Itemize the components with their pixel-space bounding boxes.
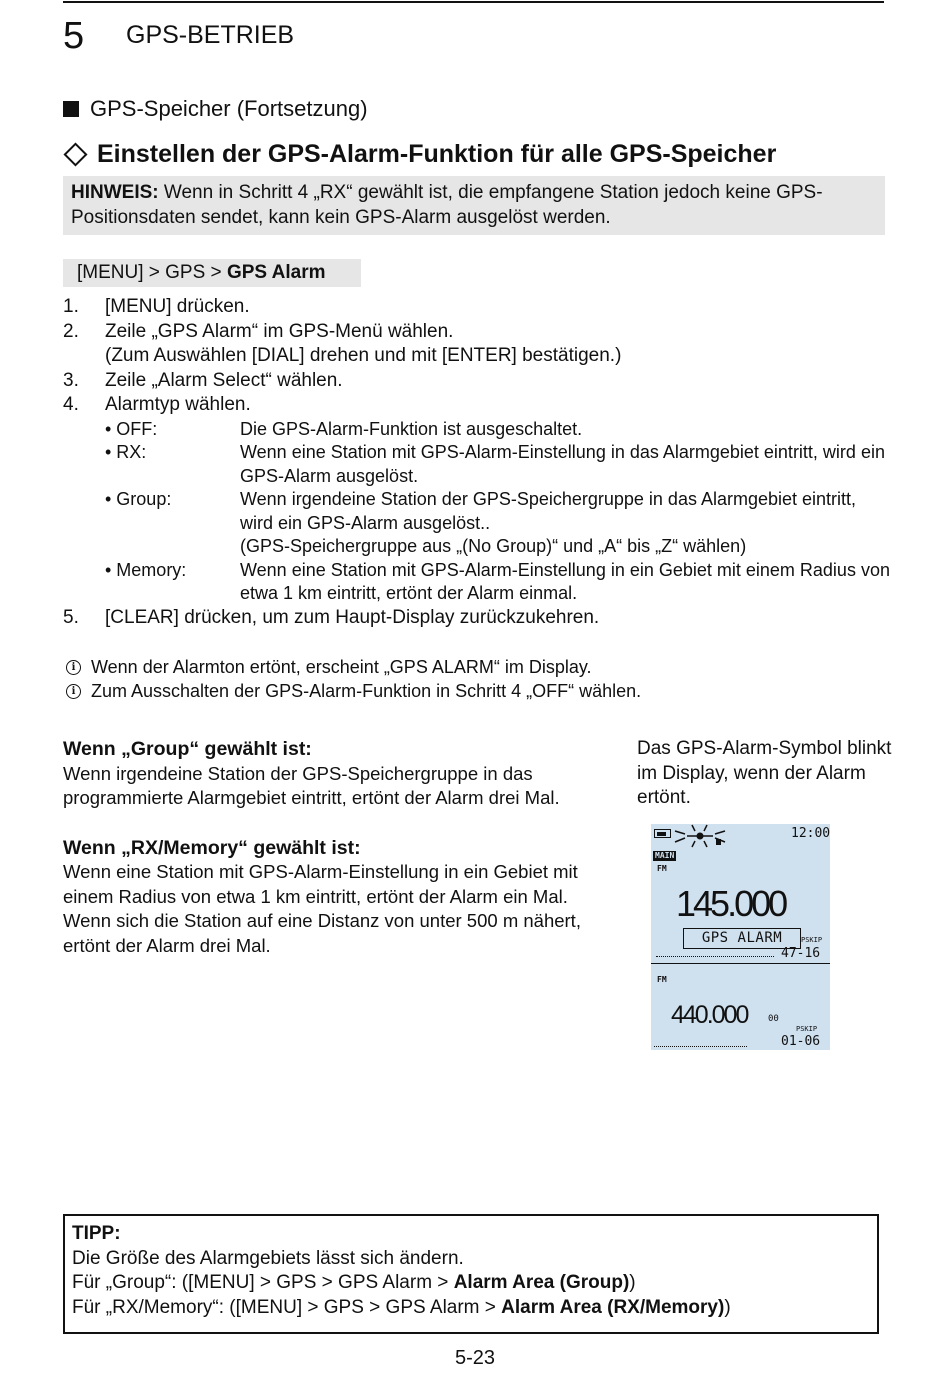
section-title: GPS-Speicher (Fortsetzung) bbox=[90, 96, 368, 121]
lcd-divider bbox=[651, 963, 830, 964]
gps-alarm-icon bbox=[673, 824, 727, 850]
step-2-sub: (Zum Auswählen [DIAL] drehen und mit [ENTER] bestätigen.) bbox=[105, 345, 622, 366]
lock-icon bbox=[716, 839, 721, 845]
option-memory: • Memory: Wenn eine Station mit GPS-Alarm-Einstellung in ein Gebiet mit einem Radius von etwa 1 km eintritt, ertönt der Alarm einmal. bbox=[105, 559, 890, 603]
rxmem-heading: Wenn „RX/Memory“ gewählt ist: bbox=[63, 836, 361, 859]
step-1: 1. [MENU] drücken. bbox=[63, 296, 250, 317]
lcd-freq-b-small: 00 bbox=[768, 1014, 779, 1024]
lcd-mode-a: FM bbox=[657, 864, 667, 873]
option-rx: • RX: Wenn eine Station mit GPS-Alarm-Einstellung in das Alarmgebiet eintritt, wird ein GPS-Alarm ausgelöst. bbox=[105, 442, 885, 486]
tip-line-2: Für „Group“: ([MENU] > GPS > GPS Alarm > Alarm Area (Group)) bbox=[72, 1272, 636, 1293]
info-icon: i bbox=[66, 684, 81, 699]
lcd-mode-b: FM bbox=[657, 975, 667, 984]
tip-title: TIPP: bbox=[72, 1223, 121, 1244]
menu-path bbox=[63, 259, 361, 287]
step-4: 4. Alarmtyp wählen. bbox=[63, 394, 251, 415]
steps-list bbox=[63, 295, 893, 630]
square-bullet-icon bbox=[63, 101, 79, 117]
subsection-title: Einstellen der GPS-Alarm-Funktion für alle GPS-Speicher bbox=[97, 140, 777, 168]
header-rule bbox=[63, 1, 884, 3]
info-icon: i bbox=[66, 660, 81, 675]
group-heading: Wenn „Group“ gewählt ist: bbox=[63, 738, 312, 760]
tip-line-1: Die Größe des Alarmgebiets lässt sich ändern. bbox=[72, 1247, 464, 1269]
lcd-skip-b: PSKIP bbox=[796, 1025, 818, 1033]
menu-path-prefix: [MENU] > GPS > bbox=[77, 262, 227, 283]
diamond-icon bbox=[63, 142, 87, 166]
tip-box bbox=[63, 1214, 879, 1334]
lcd-freq-b: 440.000 bbox=[671, 1001, 748, 1029]
alarm-behaviour-text bbox=[63, 737, 603, 958]
step-3: 3. Zeile „Alarm Select“ wählen. bbox=[63, 369, 343, 391]
section-heading bbox=[63, 95, 368, 123]
tip-line-3: Für „RX/Memory“: ([MENU] > GPS > GPS Alarm > Alarm Area (RX/Memory)) bbox=[72, 1296, 731, 1318]
group-text: Wenn irgendeine Station der GPS-Speichergruppe in das programmierte Alarmgebiet eintritt, ertönt der Alarm drei Mal. bbox=[63, 762, 560, 808]
option-group: • Group: Wenn irgendeine Station der GPS-Speichergruppe in das Alarmgebiet eintritt, wird ein GPS-Alarm ausgelöst.. bbox=[105, 489, 857, 533]
lcd-alarm-box: GPS ALARM bbox=[683, 928, 801, 949]
lcd-main-label: MAIN bbox=[655, 851, 675, 860]
lcd-mem-b: 01-06 bbox=[781, 1034, 821, 1049]
lcd-skip-a: PSKIP bbox=[801, 936, 823, 944]
lcd-signal-dots-a bbox=[656, 956, 774, 957]
lcd-time: 12:00 bbox=[791, 826, 830, 841]
note-text: Wenn in Schritt 4 „RX“ gewählt ist, die empfangene Station jedoch keine GPS-Positionsdaten sendet, kann kein GPS-Alarm ausgelöst werden. bbox=[71, 182, 823, 228]
chapter-number: 5 bbox=[63, 15, 85, 57]
lcd-display bbox=[651, 824, 830, 1050]
chapter-title: GPS-BETRIEB bbox=[126, 21, 295, 49]
menu-path-bold: GPS Alarm bbox=[226, 262, 326, 283]
lcd-mem-a: 47-16 bbox=[781, 946, 821, 961]
step-2: 2. Zeile „GPS Alarm“ im GPS-Menü wählen. bbox=[63, 320, 454, 342]
info-line: i Wenn der Alarmton ertönt, erscheint „GPS ALARM“ im Display. bbox=[63, 655, 641, 679]
info-line: i Zum Ausschalten der GPS-Alarm-Funktion in Schritt 4 „OFF“ wählen. bbox=[63, 679, 641, 703]
display-caption: Das GPS-Alarm-Symbol blinkt im Display, wenn der Alarm ertönt. bbox=[637, 738, 892, 808]
step-5: 5. [CLEAR] drücken, um zum Haupt-Display zurückzukehren. bbox=[63, 606, 600, 628]
subsection-heading bbox=[63, 138, 776, 170]
page-number: 5-23 bbox=[454, 1347, 496, 1369]
lcd-freq-a: 145.000 bbox=[676, 883, 786, 924]
info-notes bbox=[63, 655, 641, 703]
note-label: HINWEIS: bbox=[71, 182, 159, 203]
note-box bbox=[63, 176, 885, 235]
battery-fill bbox=[657, 832, 666, 836]
rxmem-text: Wenn eine Station mit GPS-Alarm-Einstellung in ein Gebiet mit einem Radius von etwa 1 km eintritt, ertönt der Alarm ein Mal. Wenn sich die Station auf eine Distanz von unter 500 m nähert, ertönt der Alarm drei Mal. bbox=[63, 861, 581, 956]
lcd-signal-dots-b bbox=[654, 1046, 747, 1047]
option-off: • OFF: Die GPS-Alarm-Funktion ist ausgeschaltet. bbox=[105, 418, 583, 439]
option-group-note: (GPS-Speichergruppe aus „(No Group)“ und „A“ bis „Z“ wählen) bbox=[240, 536, 747, 556]
